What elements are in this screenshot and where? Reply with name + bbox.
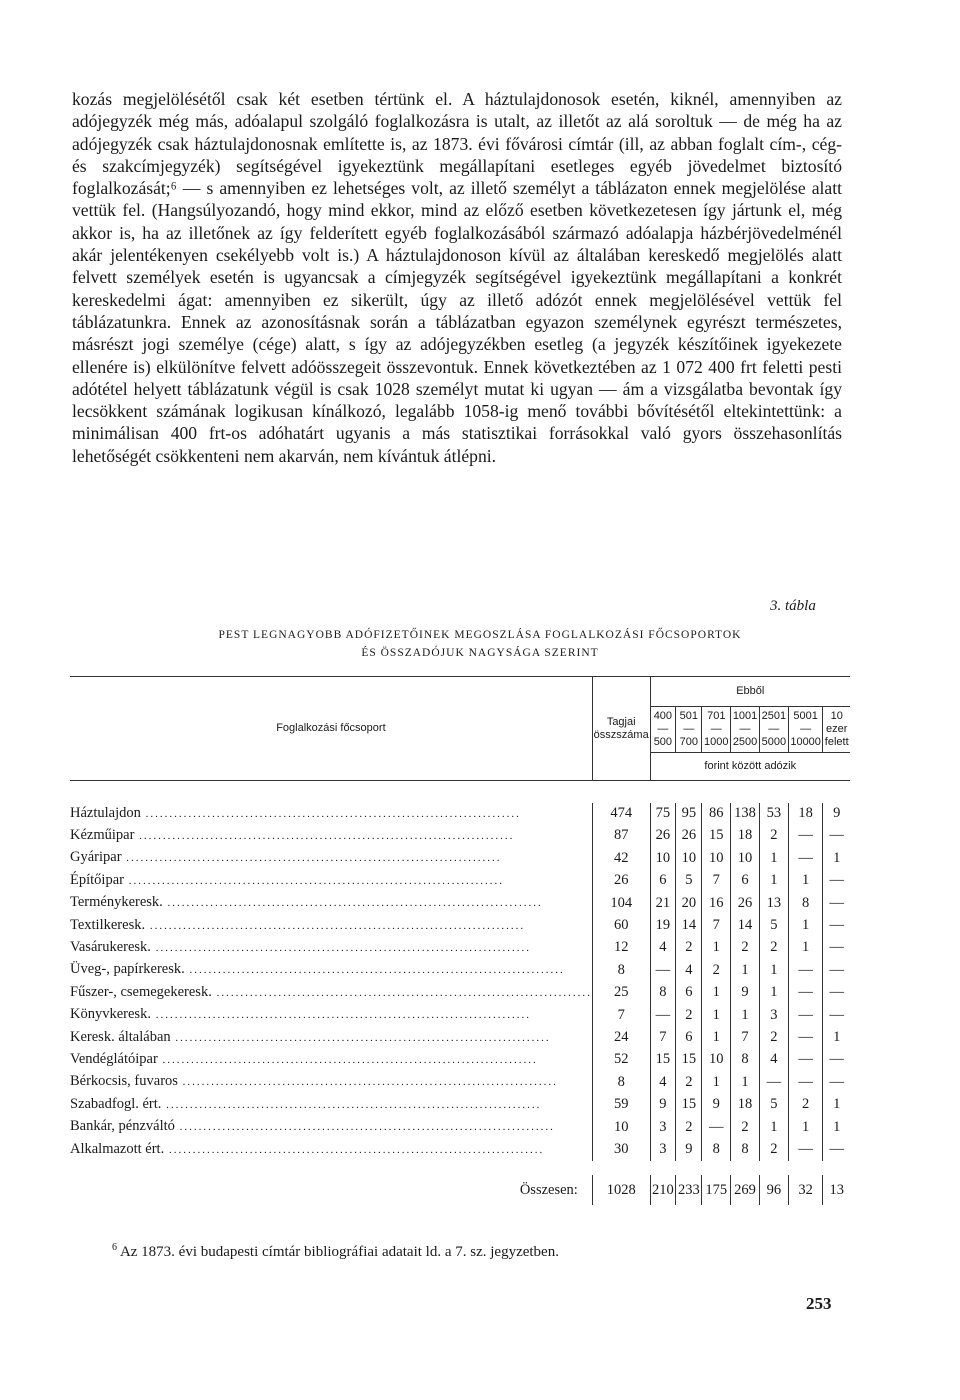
members-cell: 104 (592, 892, 650, 914)
members-cell: 87 (592, 825, 650, 847)
dot-leader: ............................................................................... (174, 1121, 555, 1134)
header-range: 2501— 5000 (759, 707, 788, 753)
value-cell: 2 (759, 1139, 788, 1161)
category-cell: Keresk. általában ............................................................................... (70, 1028, 551, 1045)
category-cell: Terménykeresk. ............................................................................... (70, 894, 543, 911)
value-cell: — (650, 959, 676, 981)
table-title (80, 626, 880, 662)
table-row (70, 1139, 850, 1161)
header-range: 5001— 10000 (788, 707, 823, 753)
value-cell: 5 (759, 1094, 788, 1116)
value-cell: 18 (731, 825, 760, 847)
category-cell: Bankár, pénzváltó ............................................................................... (70, 1118, 555, 1135)
value-cell: 7 (702, 870, 731, 892)
value-cell: 10 (650, 847, 676, 869)
members-cell: 52 (592, 1049, 650, 1071)
header-range: 400— 500 (650, 707, 676, 753)
value-cell: — (788, 959, 823, 981)
dot-leader: ............................................................................... (211, 986, 592, 999)
category-cell: Üveg-, papírkeresk. ............................................................................... (70, 961, 565, 978)
header-range: 1001— 2500 (731, 707, 760, 753)
value-cell: 1 (823, 847, 850, 869)
value-cell: — (650, 1004, 676, 1026)
value-cell: 16 (702, 892, 731, 914)
table-row (70, 982, 850, 1004)
value-cell: 1 (702, 1004, 731, 1026)
table-row (70, 915, 850, 937)
value-cell: 1 (823, 1116, 850, 1138)
value-cell: 15 (676, 1094, 702, 1116)
header-range: 10 ezer felett (823, 707, 850, 753)
value-cell: 6 (731, 870, 760, 892)
value-cell: 1 (823, 1094, 850, 1116)
value-cell: 2 (676, 1116, 702, 1138)
value-cell: — (823, 1139, 850, 1161)
value-cell: — (759, 1071, 788, 1093)
category-cell: Bérkocsis, fuvaros ............................................................................... (70, 1073, 558, 1090)
value-cell: 1 (702, 982, 731, 1004)
members-cell: 60 (592, 915, 650, 937)
dot-leader: ............................................................................... (161, 1098, 542, 1111)
value-cell: 2 (702, 959, 731, 981)
value-cell: 1 (788, 915, 823, 937)
value-cell: 6 (676, 982, 702, 1004)
members-cell: 10 (592, 1116, 650, 1138)
value-cell: — (823, 959, 850, 981)
value-cell: 1 (823, 1027, 850, 1049)
value-cell: 15 (676, 1049, 702, 1071)
members-cell: 59 (592, 1094, 650, 1116)
value-cell: 2 (676, 1071, 702, 1093)
value-cell: — (823, 870, 850, 892)
value-cell: 13 (759, 892, 788, 914)
dot-leader: ............................................................................... (140, 807, 521, 820)
body-text (72, 88, 842, 467)
dot-leader: ............................................................................... (145, 919, 526, 932)
value-cell: — (823, 1049, 850, 1071)
header-category: Foglalkozási főcsoport (70, 677, 592, 781)
category-cell: Gyáripar ............................................................................... (70, 849, 502, 866)
value-cell: — (788, 1027, 823, 1049)
value-cell: 1 (759, 847, 788, 869)
category-cell: Kézműipar ............................................................................... (70, 826, 515, 843)
value-cell: 6 (650, 870, 676, 892)
category-cell: Vendéglátóipar ............................................................................... (70, 1050, 538, 1067)
value-cell: 138 (731, 803, 760, 825)
category-cell: Fűszer-, csemegekeresk. ............................................................................... (70, 983, 592, 1000)
value-cell: — (788, 1049, 823, 1071)
value-cell: 14 (676, 915, 702, 937)
header-range: 501— 700 (676, 707, 702, 753)
value-cell: — (823, 915, 850, 937)
table-body (70, 803, 850, 1206)
value-cell: 1 (788, 1116, 823, 1138)
value-cell: 9 (823, 803, 850, 825)
total-row (70, 1175, 850, 1205)
value-cell: 2 (731, 1116, 760, 1138)
header-unit: forint között adózik (650, 753, 850, 781)
dot-leader: ............................................................................... (150, 1009, 531, 1022)
table-row (70, 847, 850, 869)
value-cell: 10 (676, 847, 702, 869)
members-cell: 8 (592, 959, 650, 981)
value-cell: 2 (759, 825, 788, 847)
total-label: Összesen: (519, 1182, 578, 1198)
members-cell: 474 (592, 803, 650, 825)
value-cell: 2 (759, 937, 788, 959)
table-row (70, 892, 850, 914)
value-cell: 4 (759, 1049, 788, 1071)
header-members: Tagjai összszáma (592, 677, 650, 781)
dot-leader: ............................................................................... (177, 1076, 558, 1089)
table-row (70, 1049, 850, 1071)
value-cell: 5 (759, 915, 788, 937)
value-cell: 175 (702, 1175, 731, 1205)
value-cell: 96 (759, 1175, 788, 1205)
value-cell: 13 (823, 1175, 850, 1205)
value-cell: 9 (676, 1139, 702, 1161)
members-cell: 25 (592, 982, 650, 1004)
value-cell: 1 (702, 1027, 731, 1049)
value-cell: 21 (650, 892, 676, 914)
value-cell: — (788, 825, 823, 847)
table-row (70, 1004, 850, 1026)
value-cell: — (788, 982, 823, 1004)
body-paragraph: kozás megjelölésétől csak két esetben tértünk el. A háztulajdonosok esetén, kiknél, amennyiben az adójegyzék még más, adóalapul szolgáló foglalkozásra is utalt, az illetőt az alá soroltuk — de még ha az adójegyzék csak háztulajdonosnak említette is, az 1873. évi fővárosi címtár (ill, az abban foglalt cím-, cég- és szakcímjegyzék) segítségével igyekeztünk megállapítani esetleges egyéb jövedelmet biztosító foglalkozását;⁶ — s amennyiben ez lehetséges volt, az illető személyt a táblázaton ennek megjelölése alatt vettük fel. (Hangsúlyozandó, hogy mind ekkor, mind az előző esetben következetesen így jártunk el, még akkor is, ha az illetőnek az így felderített egyéb foglalkozásából származó adóalapja házbérjövedelménél akár jelentékenyen csekélyebb volt is.) A háztulajdonoson kívül az általában kereskedő megjelölés alatt felvett személyek esetén is ugyancsak a címjegyzék segítségével igyekeztünk megállapítani a konkrét kereskedelmi ágat: amennyiben ez sikerült, úgy az illető adózót ennek megjelölésével vettük fel táblázatunkra. Ennek az azonosításnak során a táblázatban egyazon személynek egyrészt természetes, másrészt jogi személye (cége) alatt, s így az adójegyzékben esetleg (a jegyzék készítőinek igyekezete ellenére is) elkülönítve felvett adóösszegeit összevontuk. Ennek következtében az 1 072 400 frt feletti pesti adótétel helyett táblázatunk végül is csak 1028 személyt mutat ki ugyan — ám a vizsgálatba bevontak így lecsökkent számának logikusan kínálkozó, legalább 1058-ig menő további bővítésétől eltekintettünk: a minimálisan 400 frt-os adóhatárt ugyanis a más statisztikai forrásokkal való gyors összehasonlítás lehetőségét csökkenteni nem akarván, nem kívántuk átlépni. (72, 89, 842, 466)
members-cell: 8 (592, 1071, 650, 1093)
value-cell: 7 (731, 1027, 760, 1049)
dot-leader: ............................................................................... (123, 874, 504, 887)
value-cell: 2 (788, 1094, 823, 1116)
value-cell: 4 (650, 1071, 676, 1093)
category-cell: Alkalmazott ért. ............................................................................... (70, 1140, 545, 1157)
table-title-line-1: PEST LEGNAGYOBB ADÓFIZETŐINEK MEGOSZLÁSA FOGLALKOZÁSI FŐCSOPORTOK (218, 629, 742, 641)
table-row (70, 1094, 850, 1116)
dot-leader: ............................................................................... (134, 829, 515, 842)
dot-leader: ............................................................................... (162, 897, 543, 910)
value-cell: 19 (650, 915, 676, 937)
value-cell: 95 (676, 803, 702, 825)
value-cell: 26 (650, 825, 676, 847)
value-cell: 233 (676, 1175, 702, 1205)
table-row (70, 1116, 850, 1138)
dot-leader: ............................................................................... (121, 852, 502, 865)
value-cell: 26 (731, 892, 760, 914)
category-cell: Szabadfogl. ért. ............................................................................... (70, 1095, 542, 1112)
dot-leader: ............................................................................... (164, 1143, 545, 1156)
page-number: 253 (806, 1294, 832, 1313)
value-cell: 1 (731, 959, 760, 981)
value-cell: 1 (702, 1071, 731, 1093)
value-cell: 8 (702, 1139, 731, 1161)
value-cell: 9 (650, 1094, 676, 1116)
category-cell: Vasárukeresk. ............................................................................... (70, 938, 531, 955)
value-cell: — (788, 1004, 823, 1026)
value-cell: 86 (702, 803, 731, 825)
value-cell: 1 (759, 1116, 788, 1138)
value-cell: 1 (759, 982, 788, 1004)
table-row (70, 870, 850, 892)
dot-leader: ............................................................................... (150, 941, 531, 954)
value-cell: 1 (759, 959, 788, 981)
category-cell: Építőipar ............................................................................... (70, 871, 504, 888)
category-cell: Háztulajdon ............................................................................... (70, 804, 521, 821)
footnote (112, 1242, 559, 1261)
value-cell: 1 (702, 937, 731, 959)
value-cell: 15 (702, 825, 731, 847)
value-cell: — (702, 1116, 731, 1138)
members-cell: 12 (592, 937, 650, 959)
value-cell: 1 (788, 870, 823, 892)
value-cell: 15 (650, 1049, 676, 1071)
value-cell: 9 (702, 1094, 731, 1116)
value-cell: 10 (702, 847, 731, 869)
value-cell: — (788, 1071, 823, 1093)
table-title-line-2: ÉS ÖSSZADÓJUK NAGYSÁGA SZERINT (361, 647, 599, 659)
value-cell: 8 (731, 1049, 760, 1071)
footnote-text: Az 1873. évi budapesti címtár bibliográfiai adatait ld. a 7. sz. jegyzetben. (119, 1244, 559, 1260)
table-header (70, 677, 850, 803)
value-cell: — (823, 892, 850, 914)
value-cell: — (823, 937, 850, 959)
value-cell: 26 (676, 825, 702, 847)
value-cell: 3 (650, 1116, 676, 1138)
table-row (70, 959, 850, 981)
table-label: 3. tábla (770, 598, 816, 614)
value-cell: — (823, 825, 850, 847)
members-cell: 30 (592, 1139, 650, 1161)
value-cell: 2 (676, 937, 702, 959)
value-cell: 53 (759, 803, 788, 825)
table-row (70, 1071, 850, 1093)
value-cell: 18 (788, 803, 823, 825)
value-cell: — (823, 1071, 850, 1093)
value-cell: — (823, 982, 850, 1004)
value-cell: 4 (650, 937, 676, 959)
value-cell: 1 (731, 1071, 760, 1093)
table-row (70, 937, 850, 959)
value-cell: — (788, 847, 823, 869)
value-cell: 2 (759, 1027, 788, 1049)
value-cell: 1 (731, 1004, 760, 1026)
value-cell: 1 (788, 937, 823, 959)
value-cell: — (823, 1004, 850, 1026)
value-cell: 32 (788, 1175, 823, 1205)
members-cell: 24 (592, 1027, 650, 1049)
value-cell: 9 (731, 982, 760, 1004)
value-cell: 7 (650, 1027, 676, 1049)
footnote-mark: 6 (112, 1242, 117, 1253)
dot-leader: ............................................................................... (157, 1053, 538, 1066)
value-cell: 210 (650, 1175, 676, 1205)
value-cell: 5 (676, 870, 702, 892)
value-cell: 269 (731, 1175, 760, 1205)
category-cell: Textilkeresk. ............................................................................... (70, 916, 526, 933)
value-cell: 6 (676, 1027, 702, 1049)
value-cell: 2 (676, 1004, 702, 1026)
header-ebbol: Ebből (650, 677, 850, 707)
value-cell: 7 (702, 915, 731, 937)
value-cell: 3 (759, 1004, 788, 1026)
table-row (70, 1027, 850, 1049)
value-cell: 10 (702, 1049, 731, 1071)
value-cell: 4 (676, 959, 702, 981)
value-cell: 8 (650, 982, 676, 1004)
dot-leader: ............................................................................... (184, 964, 565, 977)
header-range: 701— 1000 (702, 707, 731, 753)
value-cell: 20 (676, 892, 702, 914)
dot-leader: ............................................................................... (170, 1031, 551, 1044)
value-cell: 75 (650, 803, 676, 825)
members-cell: 1028 (592, 1175, 650, 1205)
value-cell: 1 (759, 870, 788, 892)
value-cell: 14 (731, 915, 760, 937)
value-cell: 8 (731, 1139, 760, 1161)
value-cell: 8 (788, 892, 823, 914)
category-cell: Könyvkeresk. ............................................................................... (70, 1006, 531, 1023)
value-cell: 10 (731, 847, 760, 869)
members-cell: 7 (592, 1004, 650, 1026)
table-row (70, 825, 850, 847)
value-cell: — (788, 1139, 823, 1161)
table-row (70, 803, 850, 825)
value-cell: 3 (650, 1139, 676, 1161)
members-cell: 42 (592, 847, 650, 869)
members-cell: 26 (592, 870, 650, 892)
data-table (70, 676, 850, 1205)
value-cell: 18 (731, 1094, 760, 1116)
value-cell: 2 (731, 937, 760, 959)
